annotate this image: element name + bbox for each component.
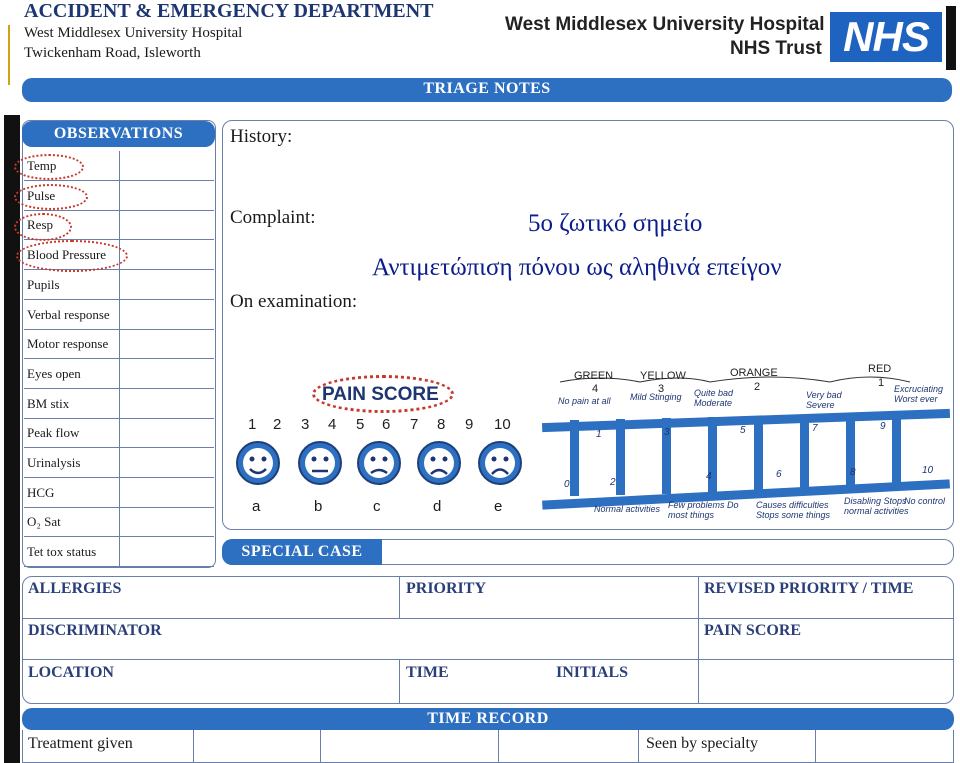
- form-divider: [698, 659, 699, 704]
- scale-rung-number: 8: [850, 467, 856, 478]
- scan-edge: [4, 115, 20, 763]
- overlay-line-2: Αντιμετώπιση πόνου ως αληθινά επείγον: [372, 254, 782, 281]
- form-divider: [22, 659, 954, 660]
- resp-highlight-circle: [14, 213, 72, 241]
- observation-row: [24, 418, 214, 448]
- accent-line: [8, 25, 10, 85]
- scale-rung-number: 5: [740, 425, 746, 436]
- department-title: ACCIDENT & EMERGENCY DEPARTMENT: [24, 0, 434, 22]
- address-line-2: Twickenham Road, Isleworth: [24, 45, 201, 61]
- temp-highlight-circle: [14, 154, 84, 180]
- face-eye: [431, 457, 436, 462]
- observation-value-cell[interactable]: [119, 478, 120, 507]
- pain-face-letter: b: [314, 498, 323, 515]
- observation-label: HCG: [27, 484, 55, 500]
- address-line-1: West Middlesex University Hospital: [24, 25, 243, 41]
- pain-face-letter: e: [494, 498, 503, 515]
- face-drawing: [419, 443, 459, 483]
- trust-name: NHS Trust: [730, 38, 822, 59]
- face-eye: [383, 457, 388, 462]
- pulse-highlight-circle: [14, 184, 88, 210]
- scale-rung-number: 2: [610, 477, 616, 488]
- pain-number: 9: [465, 416, 474, 433]
- observation-label: Temp: [27, 158, 57, 173]
- observation-label: O₂ Sat: [27, 514, 61, 530]
- observation-row: [24, 270, 214, 300]
- ladder-rung: [570, 420, 579, 496]
- observation-value-cell[interactable]: [119, 181, 120, 210]
- time-record-bar: TIME RECORD: [22, 708, 954, 730]
- special-case-field[interactable]: [382, 539, 954, 565]
- face-eye: [324, 457, 329, 462]
- observation-row: [24, 448, 214, 478]
- form-divider: [22, 618, 954, 619]
- face-drawing: [238, 443, 278, 483]
- pain-number: 8: [437, 416, 446, 433]
- priority-label: PRIORITY: [406, 580, 487, 597]
- observation-label: Motor response: [27, 336, 109, 352]
- scale-bottom-label: Causes difficulties Stops some things: [756, 500, 831, 520]
- revised-priority-label: REVISED PRIORITY / TIME: [704, 580, 914, 597]
- scale-rung-number: 9: [880, 421, 886, 432]
- ladder-top-rail: [542, 409, 950, 432]
- form-divider: [815, 730, 816, 763]
- ladder-rung: [800, 415, 809, 491]
- form-divider: [638, 730, 639, 763]
- observation-row: [24, 359, 214, 389]
- observation-value-cell[interactable]: [119, 359, 120, 388]
- complaint-label: Complaint:: [230, 207, 316, 228]
- special-case-label: SPECIAL CASE: [222, 539, 382, 565]
- scale-color-name: GREEN: [574, 370, 614, 382]
- pain-face-icon: [298, 441, 342, 485]
- pain-number: 5: [356, 416, 365, 433]
- observation-value-cell[interactable]: [119, 210, 120, 239]
- scale-color-name: YELLOW: [640, 370, 686, 382]
- observation-label: Peak flow: [27, 425, 80, 441]
- pain-score-title: PAIN SCORE: [322, 384, 439, 405]
- form-divider: [193, 730, 194, 763]
- scale-rung-number: 7: [812, 423, 818, 434]
- bp-highlight-circle: [16, 240, 128, 272]
- pain-number: 1: [248, 416, 257, 433]
- pain-number: 6: [382, 416, 391, 433]
- ladder-rung: [616, 419, 625, 495]
- pain-face-icon: [478, 441, 522, 485]
- face-eye: [262, 457, 267, 462]
- face-eye: [250, 457, 255, 462]
- observation-value-cell[interactable]: [119, 270, 120, 299]
- scale-bottom-label: No control: [904, 496, 946, 506]
- scale-rung-number: 0: [564, 479, 570, 490]
- scale-rung-number: 4: [706, 471, 712, 482]
- observation-value-cell[interactable]: [119, 329, 120, 358]
- observation-value-cell[interactable]: [119, 537, 120, 566]
- ladder-rung: [846, 414, 855, 490]
- observation-label: BM stix: [27, 395, 70, 411]
- pain-face-icon: [236, 441, 280, 485]
- examination-label: On examination:: [230, 291, 358, 312]
- scale-color-number: 4: [592, 383, 599, 395]
- observation-label: Tet tox status: [27, 544, 97, 560]
- location-label: LOCATION: [28, 664, 114, 681]
- face-drawing: [480, 443, 520, 483]
- observation-label: Verbal response: [27, 306, 110, 322]
- form-divider: [320, 730, 321, 763]
- face-drawing: [300, 443, 340, 483]
- observation-row: [24, 329, 214, 359]
- scale-color-name: ORANGE: [730, 367, 778, 379]
- edge-block: [946, 6, 956, 70]
- pain-face-letter: a: [252, 498, 261, 515]
- treatment-given-label: Treatment given: [28, 735, 133, 752]
- observation-label: Eyes open: [27, 365, 81, 381]
- face-inner: [485, 448, 515, 478]
- pain-face-letter: d: [433, 498, 442, 515]
- scale-top-label: No pain at all: [558, 396, 611, 406]
- discriminator-label: DISCRIMINATOR: [28, 622, 162, 639]
- observation-label: Resp: [27, 217, 53, 233]
- pain-number: 3: [301, 416, 310, 433]
- scale-top-label: Mild Stinging: [630, 392, 682, 402]
- face-eye: [492, 457, 497, 462]
- observation-value-cell[interactable]: [119, 418, 120, 447]
- pain-number: 4: [328, 416, 337, 433]
- observation-value-cell[interactable]: [119, 300, 120, 329]
- scale-rung-number: 1: [596, 429, 602, 440]
- observation-value-cell[interactable]: [119, 151, 120, 180]
- face-eye: [312, 457, 317, 462]
- observation-row: [24, 300, 214, 330]
- observation-value-cell[interactable]: [119, 389, 120, 418]
- scale-bottom-label: Normal activities: [594, 504, 661, 514]
- observations-title: OBSERVATIONS: [22, 121, 215, 147]
- ladder-rungs: [570, 413, 901, 496]
- form-divider: [498, 730, 499, 763]
- observation-label: Blood Pressure: [27, 247, 107, 263]
- face-inner: [364, 448, 394, 478]
- observation-row: [24, 507, 214, 537]
- face-eye: [504, 457, 509, 462]
- face-drawing: [359, 443, 399, 483]
- observation-value-cell[interactable]: [119, 507, 120, 536]
- nhs-logo: NHS: [830, 12, 942, 62]
- scale-top-label: Excruciating Worst ever: [894, 384, 944, 404]
- initials-label: INITIALS: [556, 664, 629, 681]
- observation-label: Pupils: [27, 276, 60, 292]
- pain-face-letter: c: [373, 498, 381, 515]
- pain-face-icon: [417, 441, 461, 485]
- hospital-name: West Middlesex University Hospital: [505, 14, 825, 35]
- ladder-bracket: [830, 377, 910, 382]
- observation-row: [24, 478, 214, 508]
- seen-by-specialty-label: Seen by specialty: [646, 735, 758, 752]
- form-divider: [399, 659, 400, 704]
- scale-rung-number: 10: [922, 465, 934, 476]
- scale-color-number: 1: [878, 377, 885, 389]
- form-divider: [698, 576, 699, 660]
- pain-number: 7: [410, 416, 419, 433]
- scale-top-label: Very bad Severe: [806, 390, 842, 410]
- observation-label: Pulse: [27, 187, 56, 203]
- scale-color-number: 3: [658, 383, 665, 395]
- scale-rung-number: 6: [776, 469, 782, 480]
- ladder-rung: [754, 416, 763, 492]
- pain-number: 10: [494, 416, 511, 433]
- triage-notes-bar: TRIAGE NOTES: [22, 78, 952, 102]
- face-eye: [371, 457, 376, 462]
- observation-row: [24, 389, 214, 419]
- scale-color-number: 2: [754, 381, 761, 393]
- face-eye: [443, 457, 448, 462]
- form-divider: [399, 576, 400, 619]
- scale-bottom-label: Few problems Do most things: [668, 500, 739, 520]
- history-label: History:: [230, 126, 293, 147]
- scale-rung-number: 3: [664, 427, 670, 438]
- form-pain-score-label: PAIN SCORE: [704, 622, 802, 639]
- scale-bottom-label: Disabling Stops normal activities: [844, 496, 909, 516]
- face-inner: [305, 448, 335, 478]
- ladder-rung: [892, 413, 901, 489]
- observation-label: Urinalysis: [27, 455, 81, 470]
- scale-top-label: Quite bad Moderate: [694, 388, 734, 408]
- time-label: TIME: [406, 664, 449, 681]
- pain-face-icon: [357, 441, 401, 485]
- face-inner: [424, 448, 454, 478]
- overlay-line-1: 5ο ζωτικό σημείο: [528, 210, 703, 237]
- scale-color-name: RED: [868, 363, 892, 375]
- allergies-label: ALLERGIES: [28, 580, 122, 597]
- observation-row: [24, 537, 214, 567]
- observation-value-cell[interactable]: [119, 448, 120, 477]
- pain-number: 2: [273, 416, 282, 433]
